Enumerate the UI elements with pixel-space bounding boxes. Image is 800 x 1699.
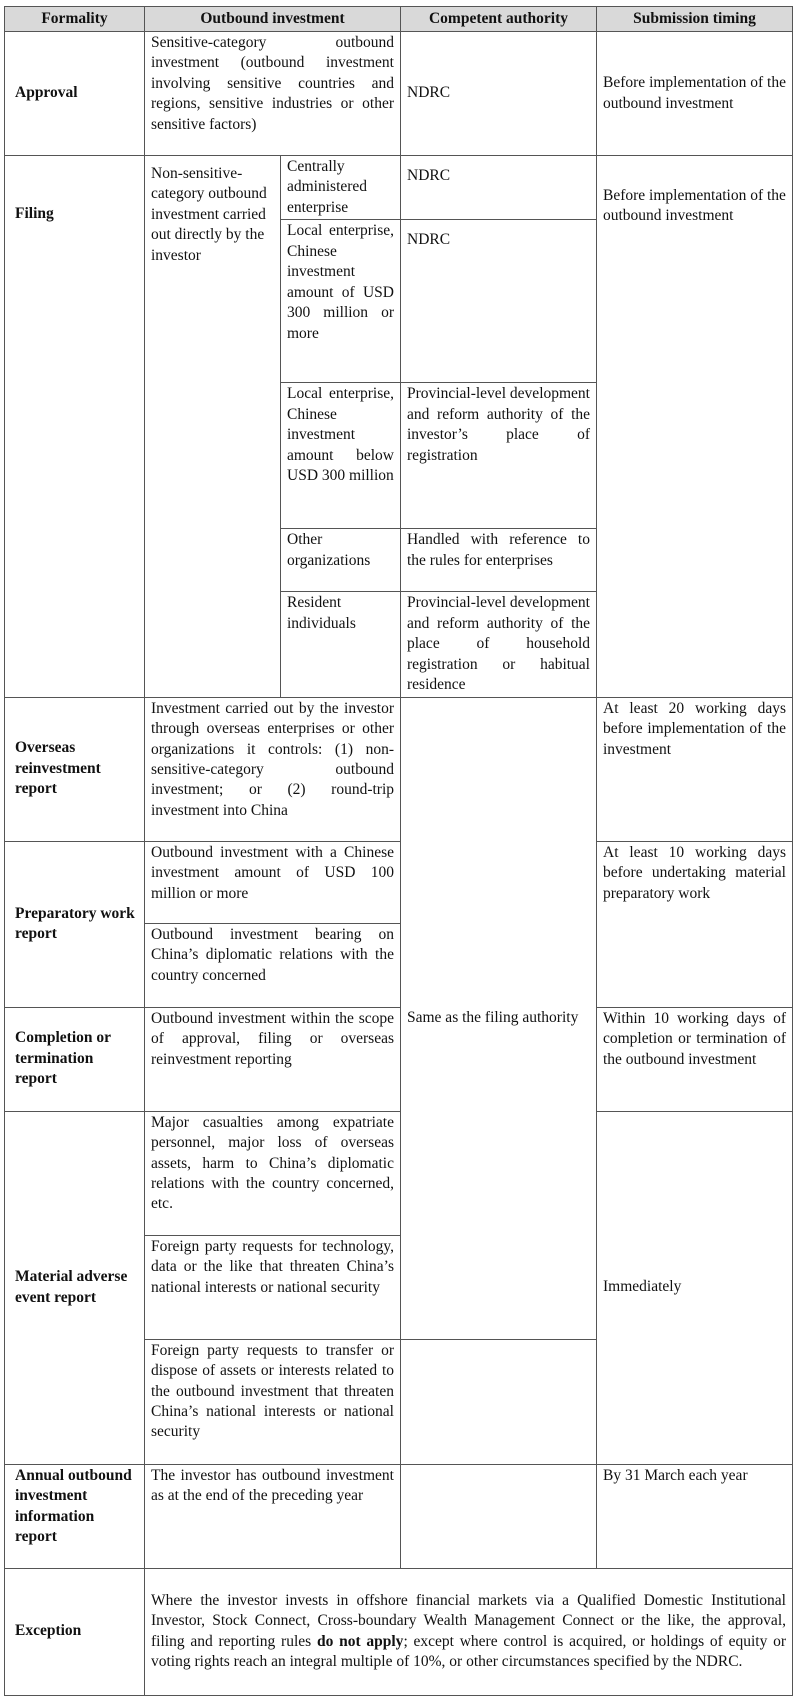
approval-authority: NDRC xyxy=(401,32,597,156)
filing-investor-central: Centrally administered enterprise xyxy=(281,156,401,220)
exception-text xyxy=(145,1568,793,1695)
reinvestment-row xyxy=(5,697,793,841)
annual-investment: The investor has outbound investment as at the end of the preceding year xyxy=(145,1464,401,1568)
filing-row-1 xyxy=(5,156,793,220)
shared-authority: Same as the filing authority xyxy=(401,697,597,1339)
adverse-timing: Immediately xyxy=(597,1111,793,1464)
approval-row xyxy=(5,32,793,156)
completion-investment: Outbound investment within the scope of approval, filing or overseas reinvestment reporting xyxy=(145,1007,401,1111)
exception-text-bold: do not apply xyxy=(316,1632,404,1650)
header-formality: Formality xyxy=(5,7,145,32)
approval-investment: Sensitive-category outbound investment (outbound investment involving sensitive countries and regions, sensitive industries or other sensitive factors) xyxy=(145,32,401,156)
filing-authority-local-small: Provincial-level development and reform authority of the investor’s place of registration xyxy=(401,383,597,529)
header-outbound-investment: Outbound investment xyxy=(145,7,401,32)
exception-row xyxy=(5,1568,793,1695)
filing-authority-central: NDRC xyxy=(401,156,597,220)
filing-authority-other: Handled with reference to the rules for enterprises xyxy=(401,529,597,592)
filing-authority-local-large: NDRC xyxy=(401,220,597,383)
preparatory-row-1 xyxy=(5,841,793,923)
annual-row xyxy=(5,1464,793,1568)
adverse-investment-2: Foreign party requests for technology, data or the like that threaten China’s national interests or national security xyxy=(145,1235,401,1339)
regulation-table xyxy=(4,6,793,1696)
annual-authority-empty xyxy=(401,1464,597,1568)
filing-authority-individuals: Provincial-level development and reform authority of the place of household registration or habitual residence xyxy=(401,592,597,697)
filing-investor-local-small: Local enterprise, Chinese investment amount below USD 300 million xyxy=(281,383,401,529)
preparatory-formality: Preparatory work report xyxy=(5,841,145,1007)
adverse-investment-1: Major casualties among expatriate personnel, major loss of overseas assets, harm to China’s diplomatic relations with the country concerned, etc. xyxy=(145,1111,401,1235)
reinvestment-timing: At least 20 working days before implementation of the investment xyxy=(597,697,793,841)
header-competent-authority: Competent authority xyxy=(401,7,597,32)
completion-row xyxy=(5,1007,793,1111)
adverse-investment-3: Foreign party requests to transfer or dispose of assets or interests related to the outbound investment that threaten China’s national interests or national security xyxy=(145,1339,401,1464)
adverse-formality: Material adverse event report xyxy=(5,1111,145,1464)
exception-text-after: ; except where control is acquired, or holdings of equity or voting rights reach an integral multiple of 10%, or other circumstances specified by the NDRC. xyxy=(151,1632,787,1671)
header-row xyxy=(5,7,793,32)
reinvestment-investment: Investment carried out by the investor through overseas enterprises or other organizations it controls: (1) non-sensitive-category outbound investment; or (2) round-trip investment into China xyxy=(145,697,401,841)
approval-timing: Before implementation of the outbound investment xyxy=(597,32,793,156)
completion-timing: Within 10 working days of completion or termination of the outbound investment xyxy=(597,1007,793,1111)
approval-formality: Approval xyxy=(5,32,145,156)
preparatory-timing: At least 10 working days before undertaking material preparatory work xyxy=(597,841,793,1007)
completion-formality: Completion or termination report xyxy=(5,1007,145,1111)
filing-investor-other: Other organizations xyxy=(281,529,401,592)
preparatory-investment-2: Outbound investment bearing on China’s diplomatic relations with the country concerned xyxy=(145,923,401,1007)
filing-investment: Non-sensitive-category outbound investment carried out directly by the investor xyxy=(145,156,281,698)
exception-text-before: Where the investor invests in offshore financial markets via a Qualified Domestic Institutional Investor, Stock Connect, Cross-boundary Wealth Management Connect or the like, the approval, filing and reporting rules xyxy=(151,1591,786,1650)
annual-formality: Annual outbound investment information report xyxy=(5,1464,145,1568)
filing-investor-local-large: Local enterprise, Chinese investment amount of USD 300 million or more xyxy=(281,220,401,383)
filing-investor-individuals: Resident individuals xyxy=(281,592,401,697)
reinvestment-formality: Overseas reinvestment report xyxy=(5,697,145,841)
adverse-row-1 xyxy=(5,1111,793,1235)
header-submission-timing: Submission timing xyxy=(597,7,793,32)
annual-timing: By 31 March each year xyxy=(597,1464,793,1568)
exception-formality: Exception xyxy=(5,1568,145,1695)
preparatory-investment-1: Outbound investment with a Chinese investment amount of USD 100 million or more xyxy=(145,841,401,923)
filing-timing: Before implementation of the outbound investment xyxy=(597,156,793,698)
filing-formality: Filing xyxy=(5,156,145,698)
